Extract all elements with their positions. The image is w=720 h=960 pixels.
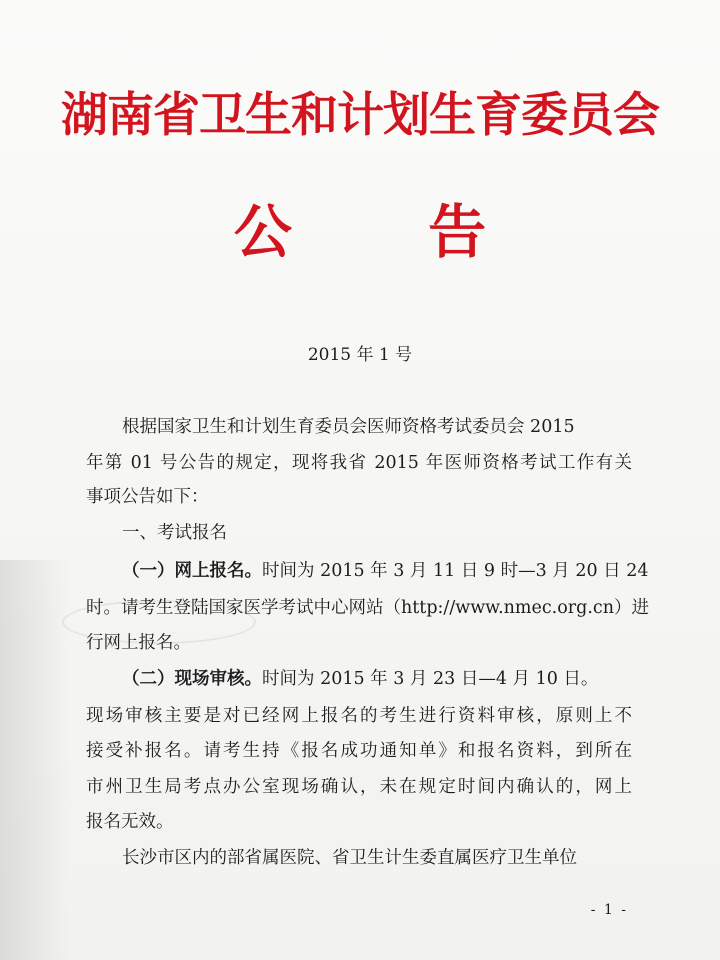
intro-line-1: 根据国家卫生和计划生育委员会医师资格考试委员会 2015 — [122, 417, 575, 437]
item2-line-4: 市州卫生局考点办公室现场确认，未在规定时间内确认的，网上 — [86, 777, 632, 797]
item2-line-3: 接受补报名。请考生持《报名成功通知单》和报名资料，到所在 — [86, 741, 632, 761]
page-edge-shadow — [0, 560, 70, 960]
item2-line-2: 现场审核主要是对已经网上报名的考生进行资料审核，原则上不 — [86, 706, 632, 726]
intro-line-3: 事项公告如下： — [86, 487, 209, 507]
item1-label: （一）网上报名。 — [122, 561, 262, 581]
item1-line-2: 时。请考生登陆国家医学考试中心网站（http://www.nmec.org.cn）进 — [86, 598, 649, 618]
intro-line-2: 年第 01 号公告的规定，现将我省 2015 年医师资格考试工作有关 — [86, 453, 632, 473]
item1-line-3: 行网上报名。 — [86, 633, 191, 653]
item2-line-5: 报名无效。 — [86, 812, 174, 832]
page-number: - 1 - — [590, 902, 628, 918]
item2-label: （二）现场审核。 — [122, 669, 262, 689]
item2-line-1-text: 时间为 2015 年 3 月 23 日—4 月 10 日。 — [262, 669, 599, 689]
document-number: 2015 年 1 号 — [307, 345, 413, 365]
doc-type-header: 公 告 — [233, 198, 545, 266]
item2-line-1 — [122, 668, 598, 690]
item3-line-1: 长沙市区内的部省属医院、省卫生计生委直属医疗卫生单位 — [122, 848, 577, 868]
item1-line-1-text: 时间为 2015 年 3 月 11 日 9 时—3 月 20 日 24 — [262, 561, 649, 581]
item1-line-1 — [122, 560, 649, 582]
org-header: 湖南省卫生和计划生育委员会 — [61, 88, 659, 143]
section-heading-registration: 一、考试报名 — [122, 523, 227, 543]
